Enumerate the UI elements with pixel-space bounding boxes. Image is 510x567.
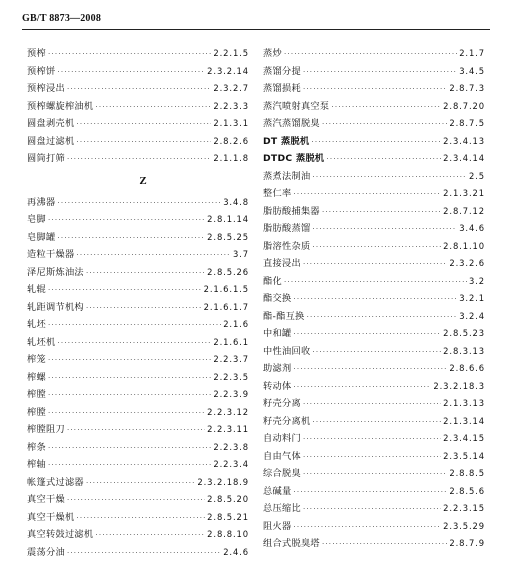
dot-leader bbox=[284, 50, 457, 58]
index-entry bbox=[27, 281, 249, 299]
index-entry bbox=[263, 518, 485, 536]
index-term: 助滤剂 bbox=[263, 363, 292, 374]
index-term: 预榨螺旋榨油机 bbox=[27, 100, 94, 112]
clause-number: 2.1.7 bbox=[459, 48, 485, 58]
clause-number: 2.3.2.18.3 bbox=[433, 380, 485, 391]
clause-number: 2.2.3.11 bbox=[207, 424, 249, 434]
index-entry bbox=[263, 308, 485, 326]
index-term: 震荡分油 bbox=[27, 546, 65, 558]
clause-number: 2.8.7.9 bbox=[449, 538, 485, 548]
dot-leader bbox=[76, 138, 211, 146]
dot-leader bbox=[86, 479, 195, 487]
index-term: DT 蒸脱机 bbox=[263, 135, 310, 147]
clause-number: 2.1.3.21 bbox=[443, 188, 485, 198]
dot-leader bbox=[303, 85, 447, 93]
dot-leader bbox=[303, 470, 447, 478]
index-term: 蒸馏损耗 bbox=[263, 83, 301, 94]
index-term: DTDC 蒸脱机 bbox=[263, 153, 325, 164]
index-term: 泽尼斯炼油法 bbox=[27, 266, 84, 278]
index-term: 榨膛 bbox=[27, 389, 46, 400]
index-term: 中和罐 bbox=[263, 328, 292, 339]
dot-leader bbox=[312, 243, 441, 251]
index-term: 预榨 bbox=[27, 48, 46, 59]
index-term: 蒸馏分提 bbox=[263, 65, 301, 77]
clause-number: 2.2.3.4 bbox=[213, 459, 249, 469]
index-term: 真空转鼓过滤机 bbox=[27, 529, 94, 540]
dot-leader bbox=[307, 313, 458, 321]
dot-leader bbox=[48, 409, 205, 417]
index-entry bbox=[27, 229, 249, 247]
index-term: 总压缩比 bbox=[263, 503, 301, 514]
clause-number: 2.3.2.7 bbox=[213, 83, 249, 93]
index-term: 圆盘过滤机 bbox=[27, 135, 75, 147]
index-entry bbox=[263, 395, 485, 413]
dot-leader bbox=[293, 383, 431, 391]
dot-leader bbox=[67, 426, 205, 434]
index-entry bbox=[263, 483, 485, 501]
clause-number: 2.3.2.14 bbox=[207, 65, 249, 76]
index-term: 轧距调节机构 bbox=[27, 301, 84, 313]
index-term: 综合脱臭 bbox=[263, 468, 301, 479]
clause-number: 2.3.2.18.9 bbox=[197, 476, 249, 487]
index-entry bbox=[263, 325, 485, 343]
clause-number: 2.8.7.12 bbox=[443, 205, 485, 216]
index-entry bbox=[27, 45, 249, 63]
index-term: 轧坯机 bbox=[27, 336, 56, 348]
index-entry bbox=[27, 133, 249, 151]
dot-leader bbox=[303, 400, 441, 408]
dot-leader bbox=[48, 50, 211, 58]
index-term: 再沸器 bbox=[27, 196, 56, 208]
index-entry bbox=[27, 334, 249, 352]
index-entry bbox=[263, 98, 485, 116]
index-entry bbox=[27, 404, 249, 422]
clause-number: 3.2.4 bbox=[459, 310, 485, 321]
clause-number: 2.8.8.10 bbox=[207, 529, 249, 539]
index-entry bbox=[27, 98, 249, 116]
dot-leader bbox=[303, 435, 441, 443]
dot-leader bbox=[76, 251, 231, 259]
index-entry bbox=[27, 439, 249, 457]
dot-leader bbox=[48, 444, 211, 452]
index-entry bbox=[27, 509, 249, 527]
index-entry bbox=[27, 474, 249, 492]
index-term: 籽壳分离 bbox=[263, 398, 301, 409]
index-term: 轧辊 bbox=[27, 284, 46, 295]
dot-leader bbox=[95, 103, 211, 111]
index-term: 蒸炒 bbox=[263, 48, 282, 59]
clause-number: 2.2.3.9 bbox=[213, 389, 249, 399]
dot-leader bbox=[57, 234, 205, 242]
index-term: 榨膛 bbox=[27, 406, 46, 418]
index-entry bbox=[27, 150, 249, 168]
index-entry bbox=[263, 273, 485, 291]
dot-leader bbox=[312, 418, 441, 426]
index-entry bbox=[27, 299, 249, 317]
clause-number: 3.4.8 bbox=[223, 196, 249, 207]
index-term: 直接浸出 bbox=[263, 258, 301, 269]
index-entry bbox=[263, 203, 485, 221]
clause-number: 2.2.3.12 bbox=[207, 406, 249, 417]
dot-leader bbox=[303, 453, 441, 461]
clause-number: 2.1.1.8 bbox=[213, 153, 249, 163]
clause-number: 3.2 bbox=[468, 275, 485, 286]
index-entry bbox=[27, 264, 249, 282]
clause-number: 2.8.5.26 bbox=[207, 266, 249, 277]
index-entry bbox=[27, 421, 249, 439]
index-entry bbox=[263, 378, 485, 396]
index-entry bbox=[27, 544, 249, 562]
index-entry bbox=[263, 500, 485, 518]
page-header-title: GB/T 8873—2008 bbox=[22, 13, 102, 24]
clause-number: 2.5 bbox=[468, 170, 485, 181]
index-entry bbox=[27, 456, 249, 474]
dot-leader bbox=[312, 173, 467, 181]
clause-number: 2.8.6.6 bbox=[449, 363, 485, 373]
clause-number: 2.3.4.13 bbox=[443, 135, 485, 146]
index-term: 整仁率 bbox=[263, 188, 292, 199]
index-term: 酯化 bbox=[263, 275, 282, 287]
dot-leader bbox=[48, 356, 211, 364]
dot-leader bbox=[86, 304, 202, 312]
dot-leader bbox=[293, 488, 447, 496]
index-term: 酯-酯互换 bbox=[263, 310, 305, 322]
dot-leader bbox=[76, 120, 211, 128]
index-entry bbox=[27, 211, 249, 229]
clause-number: 3.7 bbox=[232, 249, 249, 259]
index-term: 自由气体 bbox=[263, 450, 301, 462]
clause-number: 2.8.7.20 bbox=[443, 100, 485, 111]
index-entry bbox=[263, 430, 485, 448]
index-term: 造粒干燥器 bbox=[27, 249, 75, 260]
index-term: 榨螺 bbox=[27, 371, 46, 383]
clause-number: 2.8.7.5 bbox=[449, 118, 485, 128]
dot-leader bbox=[293, 190, 441, 198]
index-term: 预榨浸出 bbox=[27, 83, 65, 94]
dot-leader bbox=[57, 199, 221, 207]
clause-number: 2.3.5.14 bbox=[443, 450, 485, 461]
index-term: 蒸汽喷射真空泵 bbox=[263, 100, 330, 112]
clause-number: 2.4.6 bbox=[223, 546, 249, 557]
dot-leader bbox=[57, 339, 211, 347]
index-term: 真空干燥 bbox=[27, 494, 65, 505]
dot-leader bbox=[322, 208, 441, 216]
clause-number: 2.2.3.7 bbox=[213, 354, 249, 364]
index-entry bbox=[263, 343, 485, 361]
dot-leader bbox=[331, 103, 441, 111]
clause-number: 2.8.8.5 bbox=[449, 468, 485, 478]
index-entry bbox=[27, 194, 249, 212]
clause-number: 2.8.3.13 bbox=[443, 345, 485, 356]
index-entry bbox=[263, 255, 485, 273]
dot-leader bbox=[312, 225, 457, 233]
index-entry bbox=[27, 386, 249, 404]
dot-leader bbox=[67, 85, 211, 93]
index-entry bbox=[263, 115, 485, 133]
dot-leader bbox=[303, 68, 457, 76]
clause-number: 3.4.5 bbox=[459, 65, 485, 76]
dot-leader bbox=[322, 540, 447, 548]
clause-number: 3.2.1 bbox=[459, 293, 485, 303]
index-term: 蒸汽蒸馏脱臭 bbox=[263, 118, 320, 129]
dot-leader bbox=[57, 68, 205, 76]
index-entry bbox=[263, 238, 485, 256]
clause-number: 2.8.5.20 bbox=[207, 494, 249, 504]
dot-leader bbox=[76, 514, 205, 522]
clause-number: 2.8.7.3 bbox=[449, 83, 485, 93]
index-term: 榨轴 bbox=[27, 459, 46, 470]
dot-leader bbox=[293, 295, 457, 303]
index-entry bbox=[263, 413, 485, 431]
index-term: 预榨饼 bbox=[27, 65, 56, 77]
dot-leader bbox=[293, 523, 441, 531]
index-term: 皂脚罐 bbox=[27, 231, 56, 243]
index-entry bbox=[27, 369, 249, 387]
index-term: 圆筒打筛 bbox=[27, 153, 65, 164]
index-term: 脂肪酸蒸馏 bbox=[263, 223, 311, 234]
index-entry bbox=[263, 360, 485, 378]
index-entry bbox=[27, 63, 249, 81]
clause-number: 2.2.3.8 bbox=[213, 441, 249, 452]
index-entry bbox=[27, 115, 249, 133]
index-term: 籽壳分离机 bbox=[263, 415, 311, 427]
dot-leader bbox=[86, 269, 205, 277]
clause-number: 2.2.3.3 bbox=[213, 100, 249, 111]
clause-number: 2.8.2.6 bbox=[213, 135, 249, 146]
clause-number: 2.8.1.14 bbox=[207, 214, 249, 224]
index-term: 转动体 bbox=[263, 380, 292, 392]
clause-number: 2.3.5.29 bbox=[443, 520, 485, 531]
clause-number: 2.8.5.21 bbox=[207, 511, 249, 522]
dot-leader bbox=[322, 120, 447, 128]
clause-number: 2.1.6 bbox=[223, 319, 249, 329]
index-entry bbox=[263, 465, 485, 483]
dot-leader bbox=[311, 138, 441, 146]
clause-number: 2.3.4.15 bbox=[443, 433, 485, 443]
index-entry bbox=[263, 535, 485, 553]
clause-number: 2.1.3.1 bbox=[213, 118, 249, 128]
clause-number: 2.3.2.6 bbox=[449, 258, 485, 268]
dot-leader bbox=[48, 321, 221, 329]
index-entry bbox=[263, 150, 485, 168]
index-term: 组合式脱臭塔 bbox=[263, 538, 320, 549]
index-term: 阻火器 bbox=[263, 520, 292, 532]
index-entry bbox=[263, 168, 485, 186]
index-term: 总碱量 bbox=[263, 485, 292, 497]
index-term: 榨膛阻刀 bbox=[27, 424, 65, 435]
index-entry bbox=[263, 290, 485, 308]
index-term: 榨条 bbox=[27, 441, 46, 453]
index-entry bbox=[263, 185, 485, 203]
index-term: 中性油回收 bbox=[263, 345, 311, 357]
index-term: 帐篷式过滤器 bbox=[27, 476, 84, 488]
index-term: 自动料门 bbox=[263, 433, 301, 444]
index-term: 轧坯 bbox=[27, 319, 46, 330]
dot-leader bbox=[48, 374, 211, 382]
index-entry bbox=[263, 80, 485, 98]
dot-leader bbox=[326, 155, 441, 163]
dot-leader bbox=[67, 549, 221, 557]
index-term: 皂脚 bbox=[27, 214, 46, 225]
index-entry bbox=[263, 133, 485, 151]
index-term: 脂溶性杂质 bbox=[263, 240, 311, 252]
index-column-right bbox=[263, 45, 485, 553]
dot-leader bbox=[293, 365, 447, 373]
index-term: 酯交换 bbox=[263, 293, 292, 304]
clause-number: 2.1.3.13 bbox=[443, 398, 485, 408]
index-entry bbox=[27, 491, 249, 509]
index-entry bbox=[27, 246, 249, 264]
clause-number: 2.8.1.10 bbox=[443, 240, 485, 251]
clause-number: 2.1.6.1.5 bbox=[203, 284, 249, 294]
dot-leader bbox=[48, 216, 205, 224]
header-rule bbox=[22, 29, 490, 30]
dot-leader bbox=[67, 496, 205, 504]
dot-leader bbox=[48, 286, 202, 294]
index-entry bbox=[27, 351, 249, 369]
dot-leader bbox=[293, 330, 441, 338]
index-entry bbox=[27, 80, 249, 98]
index-entry bbox=[263, 45, 485, 63]
index-term: 圆盘剥壳机 bbox=[27, 118, 75, 129]
index-entry bbox=[263, 448, 485, 466]
clause-number: 3.4.6 bbox=[459, 223, 485, 233]
index-entry bbox=[263, 63, 485, 81]
index-column-left bbox=[27, 45, 249, 561]
clause-number: 2.1.3.14 bbox=[443, 415, 485, 426]
clause-number: 2.8.5.6 bbox=[449, 485, 485, 496]
dot-leader bbox=[312, 348, 441, 356]
section-letter: Z bbox=[139, 174, 147, 187]
clause-number: 2.1.6.1 bbox=[213, 336, 249, 347]
dot-leader bbox=[95, 531, 205, 539]
clause-number: 2.3.4.14 bbox=[443, 153, 485, 163]
dot-leader bbox=[67, 155, 211, 163]
index-entry bbox=[263, 220, 485, 238]
clause-number: 2.8.5.23 bbox=[443, 328, 485, 338]
index-entry bbox=[27, 526, 249, 544]
index-term: 榨笼 bbox=[27, 354, 46, 365]
index-term: 蒸煮法制油 bbox=[263, 170, 311, 182]
clause-number: 2.1.6.1.7 bbox=[203, 301, 249, 312]
clause-number: 2.2.3.5 bbox=[213, 371, 249, 382]
index-term: 真空干燥机 bbox=[27, 511, 75, 523]
dot-leader bbox=[48, 391, 211, 399]
clause-number: 2.8.5.25 bbox=[207, 231, 249, 242]
clause-number: 2.2.3.15 bbox=[443, 503, 485, 513]
dot-leader bbox=[303, 260, 447, 268]
index-term: 脂肪酸捕集器 bbox=[263, 205, 320, 217]
dot-leader bbox=[284, 278, 467, 286]
index-entry bbox=[27, 316, 249, 334]
dot-leader bbox=[48, 461, 211, 469]
dot-leader bbox=[303, 505, 441, 513]
clause-number: 2.2.1.5 bbox=[213, 48, 249, 58]
